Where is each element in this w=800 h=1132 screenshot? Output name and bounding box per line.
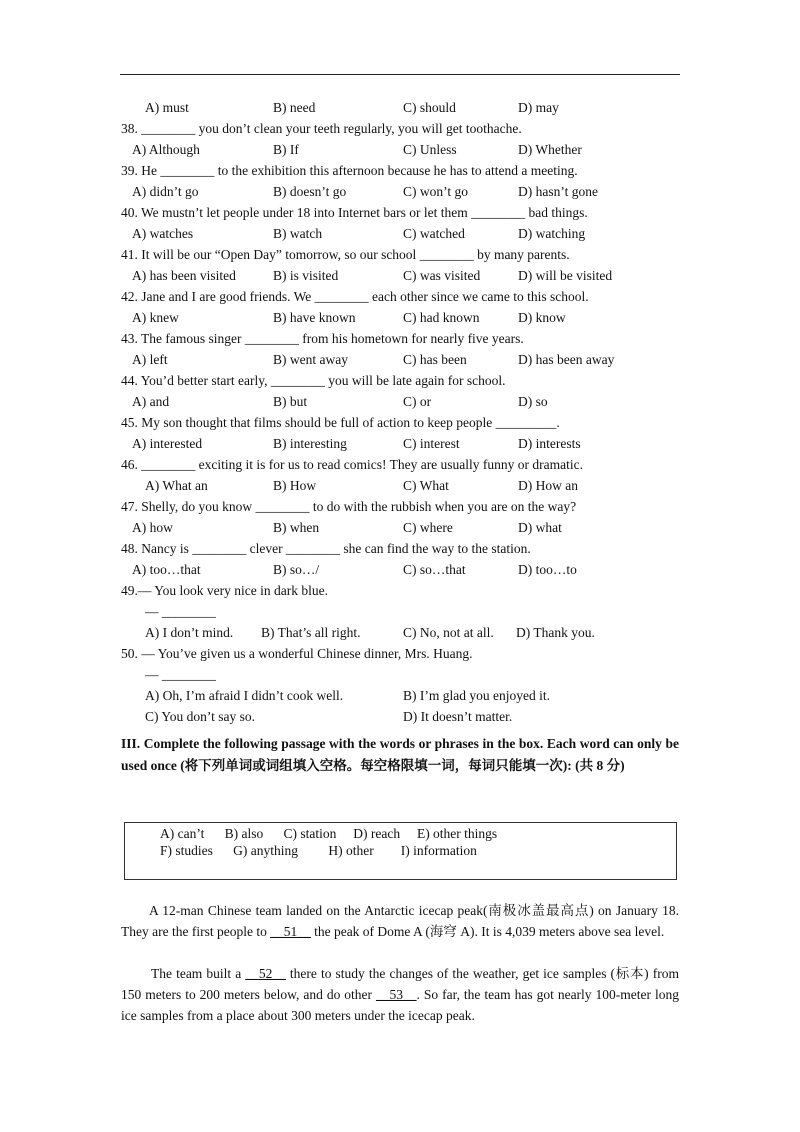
q41-option-c[interactable]: C) was visited (403, 268, 481, 283)
q46-stem: 46. ________ exciting it is for us to read comics! They are usually funny or dramatic. (121, 457, 584, 472)
q50-stem: 50. — You’ve given us a wonderful Chinese dinner, Mrs. Huang. (121, 646, 473, 661)
q47-option-b[interactable]: B) when (273, 520, 320, 535)
q40-option-b[interactable]: B) watch (273, 226, 323, 241)
word-box (124, 822, 677, 880)
q39-option-a[interactable]: A) didn’t go (132, 184, 199, 199)
q50-option-c[interactable]: C) You don’t say so. (145, 709, 256, 724)
q38-option-a[interactable]: A) Although (132, 142, 200, 157)
blank-52[interactable]: __52__ (245, 966, 286, 981)
q41-option-b[interactable]: B) is visited (273, 268, 339, 283)
header-rule (120, 74, 680, 75)
q47-option-a[interactable]: A) how (132, 520, 173, 535)
q44-option-d[interactable]: D) so (518, 394, 548, 409)
q46-option-d[interactable]: D) How an (518, 478, 578, 493)
q48-option-c[interactable]: C) so…that (403, 562, 466, 577)
q50-option-a[interactable]: A) Oh, I’m afraid I didn’t cook well. (145, 688, 344, 703)
q42-option-c[interactable]: C) had known (403, 310, 480, 325)
passage-paragraph-1 (121, 900, 679, 942)
q43-option-a[interactable]: A) left (132, 352, 168, 367)
q44-stem: 44. You’d better start early, ________ you will be late again for school. (121, 373, 506, 388)
q37-option-a[interactable]: A) must (145, 100, 189, 115)
p2-text-b: there to study the changes of the weather, get ice samples (标本) from 150 meters to 200 meters below, and do other (121, 966, 679, 1002)
q39-option-c[interactable]: C) won’t go (403, 184, 469, 199)
q49-option-d[interactable]: D) Thank you. (516, 625, 595, 640)
q42-stem: 42. Jane and I are good friends. We ________ each other since we came to this school. (121, 289, 589, 304)
q43-stem: 43. The famous singer ________ from his hometown for nearly five years. (121, 331, 524, 346)
q46-option-a[interactable]: A) What an (145, 478, 208, 493)
q40-option-c[interactable]: C) watched (403, 226, 465, 241)
q38-option-d[interactable]: D) Whether (518, 142, 582, 157)
q39-stem: 39. He ________ to the exhibition this afternoon because he has to attend a meeting. (121, 163, 578, 178)
q48-option-a[interactable]: A) too…that (132, 562, 201, 577)
q42-option-d[interactable]: D) know (518, 310, 566, 325)
blank-51[interactable]: __51__ (270, 924, 311, 939)
p2-text-a: The team built a (151, 966, 246, 981)
p1-text-a: A 12-man Chinese team landed on the Antarctic icecap peak(南极冰盖最高点) on January 18. They are the first people to (121, 903, 679, 939)
q48-option-d[interactable]: D) too…to (518, 562, 577, 577)
q47-option-c[interactable]: C) where (403, 520, 453, 535)
q46-option-b[interactable]: B) How (273, 478, 317, 493)
q45-option-d[interactable]: D) interests (518, 436, 581, 451)
q44-option-c[interactable]: C) or (403, 394, 432, 409)
q49-stem: 49.— You look very nice in dark blue. (121, 583, 328, 598)
blank-53[interactable]: __53__ (376, 987, 417, 1002)
q49-option-a[interactable]: A) I don’t mind. (145, 625, 234, 640)
q48-stem: 48. Nancy is ________ clever ________ she can find the way to the station. (121, 541, 531, 556)
q46-option-c[interactable]: C) What (403, 478, 449, 493)
q40-option-a[interactable]: A) watches (132, 226, 194, 241)
q49-option-c[interactable]: C) No, not at all. (403, 625, 494, 640)
q44-option-b[interactable]: B) but (273, 394, 308, 409)
q45-option-b[interactable]: B) interesting (273, 436, 347, 451)
q44-option-a[interactable]: A) and (132, 394, 170, 409)
p1-text-b: the peak of Dome A (海穹 A). It is 4,039 meters above sea level. (310, 924, 665, 939)
q37-option-d[interactable]: D) may (518, 100, 559, 115)
q42-option-a[interactable]: A) knew (132, 310, 179, 325)
q41-option-d[interactable]: D) will be visited (518, 268, 613, 283)
q45-option-c[interactable]: C) interest (403, 436, 460, 451)
q38-option-c[interactable]: C) Unless (403, 142, 457, 157)
q38-option-b[interactable]: B) If (273, 142, 299, 157)
q43-option-b[interactable]: B) went away (273, 352, 348, 367)
q48-option-b[interactable]: B) so…/ (273, 562, 320, 577)
q37-option-b[interactable]: B) need (273, 100, 316, 115)
q49-reply-blank: — ________ (145, 604, 216, 619)
word-box-row-1: A) can’t B) also C) station D) reach E) other things (160, 826, 498, 841)
q37-option-c[interactable]: C) should (403, 100, 456, 115)
q38-stem: 38. ________ you don’t clean your teeth regularly, you will get toothache. (121, 121, 522, 136)
q43-option-c[interactable]: C) has been (403, 352, 467, 367)
q49-option-b[interactable]: B) That’s all right. (261, 625, 361, 640)
section-3-heading: III. Complete the following passage with the words or phrases in the box. Each word can only be used once (将下列单词或词组填入空格。每空格限填一词，每词只能填一次): (共 8 分) (121, 736, 679, 773)
word-box-row-2: F) studies G) anything H) other I) information (160, 843, 477, 858)
q39-option-b[interactable]: B) doesn’t go (273, 184, 347, 199)
passage-paragraph-2 (121, 963, 679, 1026)
q47-option-d[interactable]: D) what (518, 520, 562, 535)
q50-option-d[interactable]: D) It doesn’t matter. (403, 709, 513, 724)
q45-option-a[interactable]: A) interested (132, 436, 203, 451)
q39-option-d[interactable]: D) hasn’t gone (518, 184, 598, 199)
q43-option-d[interactable]: D) has been away (518, 352, 615, 367)
q40-stem: 40. We mustn’t let people under 18 into Internet bars or let them ________ bad things. (121, 205, 588, 220)
q42-option-b[interactable]: B) have known (273, 310, 356, 325)
q41-option-a[interactable]: A) has been visited (132, 268, 236, 283)
q41-stem: 41. It will be our “Open Day” tomorrow, so our school ________ by many parents. (121, 247, 570, 262)
q50-reply-blank: — ________ (145, 667, 216, 682)
q47-stem: 47. Shelly, do you know ________ to do with the rubbish when you are on the way? (121, 499, 577, 514)
p2-text-c: . So far, the team has got nearly 100-meter long ice samples from a place about 300 meters under the icecap peak. (121, 987, 679, 1023)
q45-stem: 45. My son thought that films should be full of action to keep people _________. (121, 415, 560, 430)
q50-option-b[interactable]: B) I’m glad you enjoyed it. (403, 688, 550, 703)
q40-option-d[interactable]: D) watching (518, 226, 586, 241)
